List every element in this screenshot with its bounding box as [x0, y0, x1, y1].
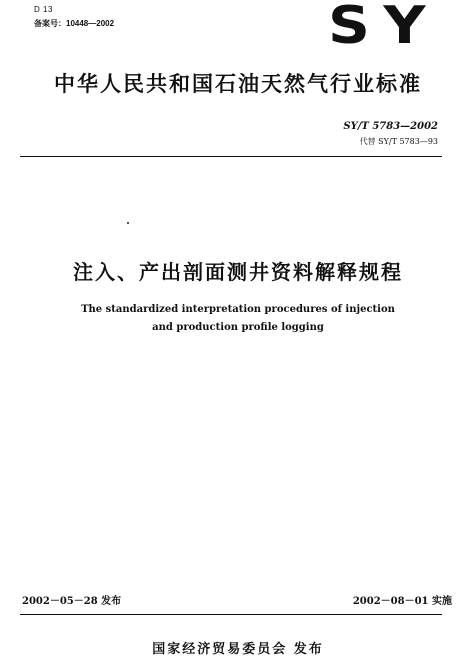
standard-number: SY/T 5783—2002 — [343, 121, 438, 132]
document-title-english-line1: The standardized interpretation procedures of injection — [81, 304, 395, 315]
sy-logo: SY — [328, 0, 440, 56]
issue-date: 2002－05－28 发布 — [22, 596, 122, 607]
dot-mark — [127, 222, 129, 224]
implementation-date: 2002－08－01 实施 — [352, 596, 452, 607]
document-title-english-line2: and production profile logging — [152, 322, 324, 333]
ics-code: D 13 — [34, 5, 53, 14]
top-divider — [20, 156, 442, 157]
replaces-standard: 代替 SY/T 5783—93 — [359, 137, 438, 146]
standard-category-title: 中华人民共和国石油天然气行业标准 — [54, 72, 422, 96]
publisher-area — [0, 632, 476, 657]
publisher: 国家经济贸易委员会 发布 — [152, 642, 324, 657]
filing-number: 备案号：10448—2002 — [34, 19, 115, 28]
bottom-divider — [20, 614, 442, 615]
document-title-chinese: 注入、产出剖面测井资料解释规程 — [73, 260, 403, 284]
